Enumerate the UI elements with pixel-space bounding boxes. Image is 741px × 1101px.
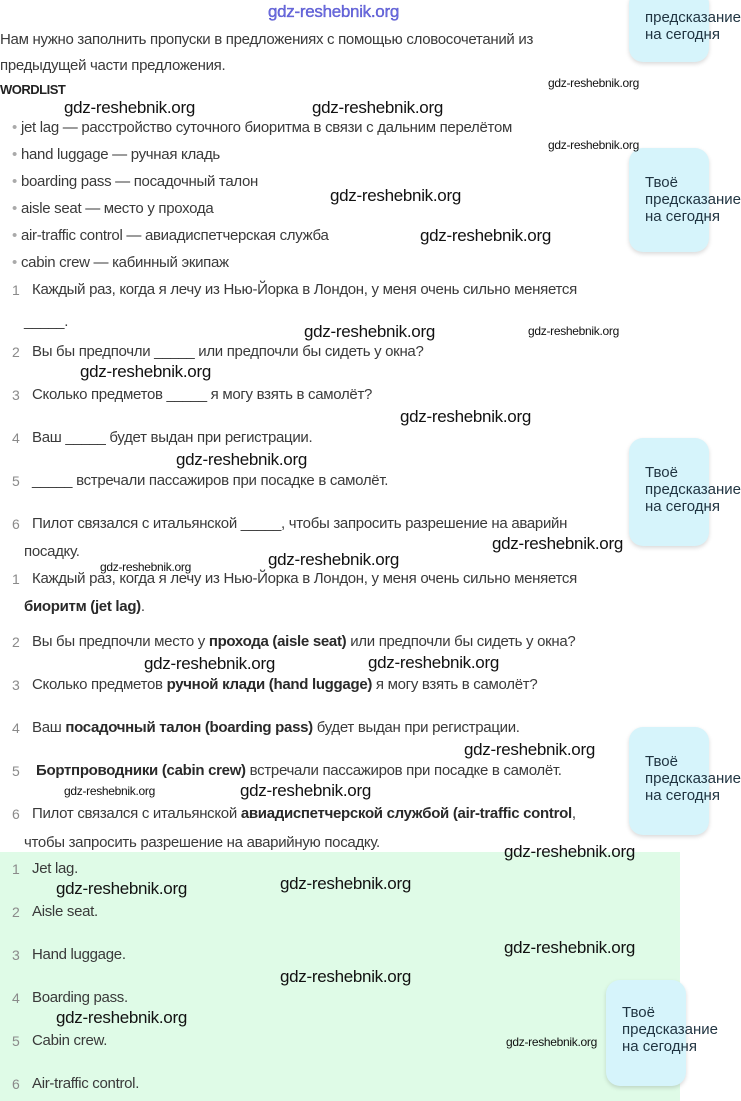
answer-number: 4 [12, 720, 20, 736]
watermark: gdz-reshebnik.org [504, 842, 635, 861]
answer-text: чтобы запросить разрешение на аварийную посадку. [24, 834, 380, 851]
short-answer-number: 2 [12, 904, 20, 920]
answer-text: Сколько предметов ручной клади (hand luggage) я могу взять в самолёт? [32, 676, 538, 693]
watermark: gdz-reshebnik.org [420, 226, 551, 245]
watermark-small: gdz-reshebnik.org [100, 560, 191, 574]
answer-number: 6 [12, 806, 20, 822]
wordlist-title: WORDLIST [0, 82, 66, 97]
short-answer: Air-traffic control. [32, 1075, 140, 1092]
watermark: gdz-reshebnik.org [176, 450, 307, 469]
promo-card[interactable]: Твоё предсказание на сегодня [606, 980, 686, 1086]
question-text: _____. [24, 313, 69, 330]
watermark: gdz-reshebnik.org [492, 534, 623, 553]
question-number: 3 [12, 387, 20, 403]
watermark: gdz-reshebnik.org [280, 874, 411, 893]
watermark-small: gdz-reshebnik.org [548, 76, 639, 90]
question-text: посадку. [24, 543, 80, 560]
short-answer-number: 4 [12, 990, 20, 1006]
answer-number: 1 [12, 571, 20, 587]
question-number: 5 [12, 473, 20, 489]
short-answer: Boarding pass. [32, 989, 128, 1006]
promo-card[interactable]: Твоё предсказание на сегодня [629, 727, 709, 835]
watermark: gdz-reshebnik.org [56, 879, 187, 898]
answer-number: 3 [12, 677, 20, 693]
short-answer-number: 6 [12, 1076, 20, 1092]
short-answer-number: 5 [12, 1033, 20, 1049]
watermark: gdz-reshebnik.org [80, 362, 211, 381]
watermark: gdz-reshebnik.org [504, 938, 635, 957]
question-text: Ваш _____ будет выдан при регистрации. [32, 429, 313, 446]
watermark-top: gdz-reshebnik.org [268, 2, 399, 21]
answer-text: Вы бы предпочли место у прохода (aisle seat) или предпочли бы сидеть у окна? [32, 633, 576, 650]
answer-number: 2 [12, 634, 20, 650]
question-number: 1 [12, 282, 20, 298]
question-number: 6 [12, 516, 20, 532]
watermark: gdz-reshebnik.org [240, 781, 371, 800]
wordlist-item: • jet lag — расстройство суточного биоритма в связи с дальним перелётом [12, 119, 513, 136]
watermark: gdz-reshebnik.org [144, 654, 275, 673]
watermark-small: gdz-reshebnik.org [528, 324, 619, 338]
wordlist-item: • air-traffic control — авиадиспетчерская служба [12, 227, 329, 244]
watermark-small: gdz-reshebnik.org [506, 1035, 597, 1049]
promo-card[interactable]: Твоё предсказание на сегодня [629, 148, 709, 252]
watermark: gdz-reshebnik.org [268, 550, 399, 569]
watermark-small: gdz-reshebnik.org [64, 784, 155, 798]
question-text: Каждый раз, когда я лечу из Нью-Йорка в Лондон, у меня очень сильно меняется [32, 281, 577, 298]
answer-text: Бортпроводники (cabin crew) встречали пассажиров при посадке в самолёт. [36, 762, 562, 779]
question-text: Вы бы предпочли _____ или предпочли бы сидеть у окна? [32, 343, 424, 360]
promo-card[interactable]: предсказание на сегодня [629, 0, 709, 62]
answer-text: Пилот связался с итальянской авиадиспетчерской службой (air-traffic control, [32, 805, 576, 822]
short-answer: Hand luggage. [32, 946, 126, 963]
short-answer: Cabin crew. [32, 1032, 108, 1049]
watermark: gdz-reshebnik.org [64, 98, 195, 117]
watermark: gdz-reshebnik.org [368, 653, 499, 672]
answer-text: Ваш посадочный талон (boarding pass) будет выдан при регистрации. [32, 719, 520, 736]
intro-line: предыдущей части предложения. [0, 57, 226, 74]
question-text: _____ встречали пассажиров при посадке в самолёт. [32, 472, 389, 489]
short-answer-number: 1 [12, 861, 20, 877]
answer-number: 5 [12, 763, 20, 779]
watermark: gdz-reshebnik.org [304, 322, 435, 341]
wordlist-item: • boarding pass — посадочный талон [12, 173, 259, 190]
watermark: gdz-reshebnik.org [280, 967, 411, 986]
answer-text: Каждый раз, когда я лечу из Нью-Йорка в Лондон, у меня очень сильно меняется [32, 570, 577, 587]
wordlist-item: • cabin crew — кабинный экипаж [12, 254, 229, 271]
watermark: gdz-reshebnik.org [464, 740, 595, 759]
watermark-small: gdz-reshebnik.org [548, 138, 639, 152]
answer-text: биоритм (jet lag). [24, 598, 145, 615]
question-text: Сколько предметов _____ я могу взять в самолёт? [32, 386, 373, 403]
short-answer-number: 3 [12, 947, 20, 963]
question-number: 4 [12, 430, 20, 446]
watermark: gdz-reshebnik.org [56, 1008, 187, 1027]
promo-card[interactable]: Твоё предсказание на сегодня [629, 438, 709, 546]
short-answer: Jet lag. [32, 860, 78, 877]
short-answer: Aisle seat. [32, 903, 98, 920]
question-text: Пилот связался с итальянской _____, чтобы запросить разрешение на аварийн [32, 515, 568, 532]
question-number: 2 [12, 344, 20, 360]
wordlist-item: • aisle seat — место у прохода [12, 200, 214, 217]
intro-line: Нам нужно заполнить пропуски в предложениях с помощью словосочетаний из [0, 31, 534, 48]
wordlist-item: • hand luggage — ручная кладь [12, 146, 220, 163]
watermark: gdz-reshebnik.org [400, 407, 531, 426]
watermark: gdz-reshebnik.org [312, 98, 443, 117]
watermark: gdz-reshebnik.org [330, 186, 461, 205]
